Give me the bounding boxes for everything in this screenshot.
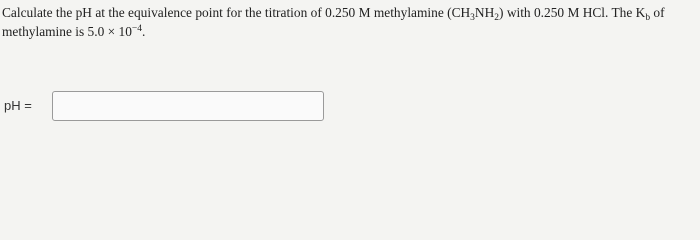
- ph-answer-input[interactable]: [52, 91, 324, 121]
- subscript-3: 3: [470, 13, 475, 23]
- answer-row: [4, 91, 334, 123]
- question-text-part: .: [142, 24, 146, 39]
- subscript-2: 2: [494, 13, 500, 23]
- question-text-part: NH: [474, 5, 495, 20]
- question-text: [2, 3, 696, 41]
- subscript-b: b: [645, 13, 651, 23]
- question-text-part: of methylamine is 5.0 × 10: [2, 5, 665, 39]
- superscript-exponent: −4: [131, 24, 143, 34]
- question-text-part: ) with 0.250 M HCl. The K: [499, 5, 646, 20]
- question-text-part: Calculate the pH at the equivalence point for the titration of 0.250 M methylamine (CH: [2, 5, 471, 20]
- ph-label: pH =: [4, 98, 32, 113]
